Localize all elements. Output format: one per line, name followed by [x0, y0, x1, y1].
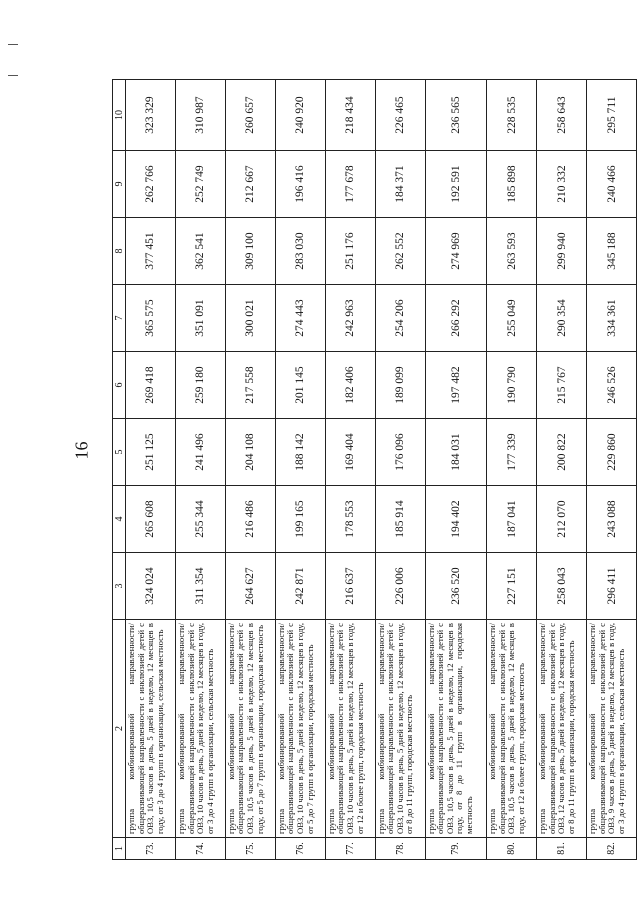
row-description: группа комбинированной направленности/общеразвивающей направленности с инклюзией детей с ОВЗ, 10,5 часов в день, 5 дней в неделю, 12 месяцев в году, от 3 до 4 групп в организации, сельская местность: [126, 620, 176, 838]
value-cell: 262 552: [375, 218, 425, 285]
value-cell: 217 558: [225, 352, 275, 419]
value-cell: 216 486: [225, 486, 275, 553]
value-cell: 197 482: [425, 352, 487, 419]
value-cell: 210 332: [537, 151, 587, 218]
value-cell: 242 871: [275, 553, 325, 620]
row-index: 77.: [325, 838, 375, 860]
value-cell: 323 329: [126, 80, 176, 151]
header-cell: 4: [113, 486, 126, 553]
row-description: группа комбинированной направленности/общеразвивающей направленности с инклюзией детей с ОВЗ, 10 часов в день, 5 дней в неделю, 12 месяцев в году, от 12 и более групп, городская местность: [325, 620, 375, 838]
value-cell: 274 443: [275, 285, 325, 352]
rotated-table-container: [112, 80, 637, 860]
value-cell: 254 206: [375, 285, 425, 352]
value-cell: 296 411: [587, 553, 637, 620]
value-cell: 240 920: [275, 80, 325, 151]
value-cell: 215 767: [537, 352, 587, 419]
header-cell: 5: [113, 419, 126, 486]
table-row: [537, 80, 587, 860]
value-cell: 236 520: [425, 553, 487, 620]
header-cell: 3: [113, 553, 126, 620]
value-cell: 252 749: [175, 151, 225, 218]
value-cell: 241 496: [175, 419, 225, 486]
value-cell: 243 088: [587, 486, 637, 553]
value-cell: 263 593: [487, 218, 537, 285]
value-cell: 334 361: [587, 285, 637, 352]
table-row: [487, 80, 537, 860]
value-cell: 216 637: [325, 553, 375, 620]
value-cell: 218 434: [325, 80, 375, 151]
value-cell: 299 940: [537, 218, 587, 285]
value-cell: 258 643: [537, 80, 587, 151]
value-cell: 274 969: [425, 218, 487, 285]
row-description: группа комбинированной направленности/общеразвивающей направленности с инклюзией детей с ОВЗ, 10,5 часов в день, 5 дней в неделю, 12 месяцев в году, от 12 и более групп, городская местность: [487, 620, 537, 838]
value-cell: 201 145: [275, 352, 325, 419]
cost-table: [112, 79, 637, 860]
value-cell: 251 176: [325, 218, 375, 285]
value-cell: 192 591: [425, 151, 487, 218]
value-cell: 283 030: [275, 218, 325, 285]
value-cell: 190 790: [487, 352, 537, 419]
row-description: группа комбинированной направленности/общеразвивающей направленности с инклюзией детей с ОВЗ, 10 часов в день, 5 дней в неделю, 12 месяцев в году, от 8 до 11 групп, городская местность: [375, 620, 425, 838]
value-cell: 259 180: [175, 352, 225, 419]
header-cell: 8: [113, 218, 126, 285]
value-cell: 246 526: [587, 352, 637, 419]
value-cell: 260 657: [225, 80, 275, 151]
table-row: [587, 80, 637, 860]
value-cell: 290 354: [537, 285, 587, 352]
row-description: группа комбинированной направленности/общеразвивающей направленности с инклюзией детей с ОВЗ, 12 часов в день, 5 дней в неделю, 12 месяцев в году, от 8 до 11 групп в организации, городская местность: [537, 620, 587, 838]
value-cell: 226 465: [375, 80, 425, 151]
value-cell: 182 406: [325, 352, 375, 419]
value-cell: 324 024: [126, 553, 176, 620]
value-cell: 345 188: [587, 218, 637, 285]
row-index: 82.: [587, 838, 637, 860]
row-description: группа комбинированной направленности/общеразвивающей направленности с инклюзией детей с ОВЗ, 10 часов в день, 5 дней в неделю, 12 месяцев в году, от 3 до 4 групп в организации, сельская местность: [175, 620, 225, 838]
value-cell: 196 416: [275, 151, 325, 218]
value-cell: 227 151: [487, 553, 537, 620]
row-index: 75.: [225, 838, 275, 860]
value-cell: 295 711: [587, 80, 637, 151]
value-cell: 266 292: [425, 285, 487, 352]
value-cell: 264 627: [225, 553, 275, 620]
table-row: [175, 80, 225, 860]
value-cell: 185 914: [375, 486, 425, 553]
table-row: [425, 80, 487, 860]
header-cell: 6: [113, 352, 126, 419]
row-description: группа комбинированной направленности/общеразвивающей направленности с инклюзией детей с ОВЗ, 9 часов в день, 5 дней в неделю, 12 месяцев в году, от 3 до 4 групп в организации, сельская местность: [587, 620, 637, 838]
page-number: 16: [71, 441, 92, 460]
row-index: 76.: [275, 838, 325, 860]
table-row: [225, 80, 275, 860]
value-cell: 184 371: [375, 151, 425, 218]
value-cell: 226 006: [375, 553, 425, 620]
value-cell: 265 608: [126, 486, 176, 553]
margin-mark: [8, 75, 18, 76]
value-cell: 187 041: [487, 486, 537, 553]
header-cell: 10: [113, 80, 126, 151]
row-index: 73.: [126, 838, 176, 860]
row-description: группа комбинированной направленности/общеразвивающей направленности с инклюзией детей с ОВЗ, 10,5 часов в день, 5 дней в неделю, 12 месяцев в году, от 5 до 7 групп в организации, городская местность: [225, 620, 275, 838]
row-description: группа комбинированной направленности/общеразвивающей направленности с инклюзией детей с ОВЗ, 10 часов в день, 5 дней в неделю, 12 месяцев в году, от 5 до 7 групп в организации, городская местность: [275, 620, 325, 838]
value-cell: 309 100: [225, 218, 275, 285]
value-cell: 194 402: [425, 486, 487, 553]
value-cell: 188 142: [275, 419, 325, 486]
value-cell: 228 535: [487, 80, 537, 151]
value-cell: 251 125: [126, 419, 176, 486]
header-cell: 9: [113, 151, 126, 218]
row-description: группа комбинированной направленности/общеразвивающей направленности с инклюзией детей с ОВЗ, 10,5 часов в день, 5 дней в неделю, 12 месяцев в году, от 8 до 11 групп в организации, городская местность: [425, 620, 487, 838]
value-cell: 255 344: [175, 486, 225, 553]
value-cell: 185 898: [487, 151, 537, 218]
value-cell: 199 165: [275, 486, 325, 553]
value-cell: 212 070: [537, 486, 587, 553]
row-index: 78.: [375, 838, 425, 860]
row-index: 80.: [487, 838, 537, 860]
margin-mark: [8, 44, 18, 45]
value-cell: 255 049: [487, 285, 537, 352]
table-row: [126, 80, 176, 860]
value-cell: 200 822: [537, 419, 587, 486]
value-cell: 377 451: [126, 218, 176, 285]
table-header-row: [113, 80, 126, 860]
value-cell: 262 766: [126, 151, 176, 218]
value-cell: 177 678: [325, 151, 375, 218]
row-index: 79.: [425, 838, 487, 860]
value-cell: 212 667: [225, 151, 275, 218]
value-cell: 258 043: [537, 553, 587, 620]
header-cell: 7: [113, 285, 126, 352]
row-index: 74.: [175, 838, 225, 860]
value-cell: 311 354: [175, 553, 225, 620]
value-cell: 300 021: [225, 285, 275, 352]
value-cell: 362 541: [175, 218, 225, 285]
value-cell: 177 339: [487, 419, 537, 486]
table-row: [375, 80, 425, 860]
row-index: 81.: [537, 838, 587, 860]
value-cell: 184 031: [425, 419, 487, 486]
value-cell: 176 096: [375, 419, 425, 486]
value-cell: 351 091: [175, 285, 225, 352]
value-cell: 178 553: [325, 486, 375, 553]
value-cell: 242 963: [325, 285, 375, 352]
value-cell: 236 565: [425, 80, 487, 151]
header-cell: 2: [113, 620, 126, 838]
table-row: [275, 80, 325, 860]
header-cell: 1: [113, 838, 126, 860]
value-cell: 169 404: [325, 419, 375, 486]
value-cell: 204 108: [225, 419, 275, 486]
value-cell: 189 099: [375, 352, 425, 419]
value-cell: 310 987: [175, 80, 225, 151]
value-cell: 269 418: [126, 352, 176, 419]
table-row: [325, 80, 375, 860]
value-cell: 229 860: [587, 419, 637, 486]
value-cell: 240 466: [587, 151, 637, 218]
value-cell: 365 575: [126, 285, 176, 352]
